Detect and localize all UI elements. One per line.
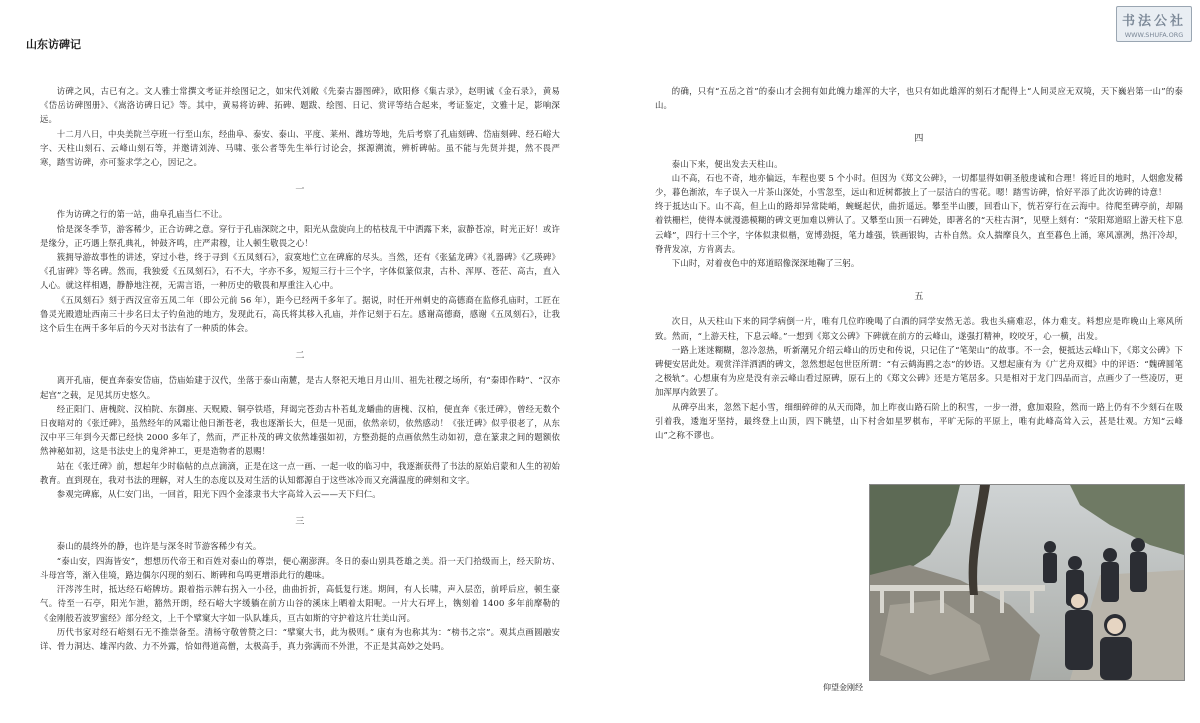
paragraph: 泰山的晨终外的静，也许是与深冬时节游客稀少有关。: [56, 541, 262, 552]
section-heading-3: 三: [295, 517, 305, 528]
paragraph: 下山时，对着夜色中的郑道昭像深深地鞠了三躬。: [671, 258, 860, 269]
section-heading-4: 四: [914, 134, 924, 145]
logo-url: WWW.SHUFA.ORG: [1124, 31, 1184, 39]
document-title: 山东访碑记: [26, 38, 81, 51]
right-column: [655, 84, 1183, 442]
section-heading-1: 一: [295, 185, 305, 196]
paragraph: 终于抵达山下。山不高，但上山的路却异常陡峭，蜿蜒起伏，曲折遥远。攀至半山腰，回看山下，恍若穿行在云海中。待爬至碑亭前，却隔着铁栅栏，使得本就漫漶模糊的碑文更加难以辨认了。又攀至山顶一石碑处，即著名的“天柱古洞”，见壁上刻有：“荥阳郑道昭上游天柱下息云峰”，四行十三个字，字体似隶似楷，宽博劲挺，笔力雄强，铁画银钩，古朴自然。众人揣摩良久，直至暮色上涌，寒风凛冽，热汗冷却，脊背发凉，方肯离去。: [655, 201, 1183, 254]
paragraph: 经正阳门、唐槐院、汉柏院、东御座、天贶殿、铜亭铁塔，拜谒完苍劲古朴若虬龙蟠曲的唐槐、汉柏，便直奔《张迁碑》，曾经无数个日夜暗对的《张迁碑》，虽然经年的风霜让他日渐苍老，我也逐渐长大，但是一见面，依然亲切，依然感动！《张迁碑》似乎很老了，从东汉中平三年到今天都已经快 2000 多年了，然而，严正朴茂的碑文依然雄强如初，方整劲挺的点画依然生动如初，意在篆隶之间的题额依然神秘如初，这是书法史上的鬼斧神工，更是造物者的恩赐！: [40, 403, 560, 457]
paragraph: “泰山安，四海皆安”，想想历代帝王和百姓对泰山的尊崇，便心潮澎湃。冬日的泰山别具苍雄之美。沿一天门拾级而上，经天阶坊、斗母宫等，渐入佳境，路边偶尔闪现的刻石、断碑和鸟鸣更增添此行的趣味。: [40, 555, 560, 580]
intro-paragraph-2: 十二月八日，中央美院兰亭班一行至山东，经曲阜、泰安、泰山、平度、莱州、潍坊等地，先后考察了孔庙刻碑、岱庙刻碑、经石峪大字、天柱山刻石、云峰山刻石等，并邀请刘涛、马啸、张公者等先生举行讨论会，探源溯流，辨析碑帖。虽不能与先贤并提，然不畏严寒，踏雪访碑，亦可鉴求学之心，因记之。: [40, 128, 560, 168]
photo-illustration: [870, 485, 1184, 680]
paragraph: 恰是深冬季节，游客稀少，正合访碑之意。穿行于孔庙深院之中，阳光从盘旋向上的枯枝乱干中洒露下来，寂静苍凉，时光正好！或许是缘分，正巧遇上祭孔典礼，钟鼓齐鸣，庄严肃穆，让人顿生敬畏之心！: [40, 223, 560, 248]
paragraph: 离开孔庙，便直奔泰安岱庙，岱庙始建于汉代，坐落于泰山南麓，是古人祭祀天地日月山川、祖先社稷之场所，有“秦即作畤”、“汉亦起宫”之载，足见其历史悠久。: [40, 375, 560, 400]
logo-text: 书法公社: [1121, 14, 1186, 29]
paragraph: 山不高，石也不奇，地亦偏远，车程也要 5 个小时。但因为《郑文公碑》，一切都显得如朝圣般虔诚和合理！将近目的地时，人烟愈发稀少，暮色渐浓，车子误入一片茶山深处，小雪忽至，远山和近树都披上了一层洁白的雪花。嗯！踏雪访碑，恰好平添了此次访碑的诗意！: [655, 172, 1183, 198]
right-page: [655, 0, 1185, 723]
photo-caption: 仰望金刚经: [823, 683, 863, 692]
paragraph: 《五凤刻石》刻于西汉宣帝五凤二年（即公元前 56 年），距今已经两千多年了。据说，时任开州刺史的高德裔在监修孔庙时，工匠在鲁灵光殿遗址西南三十步名曰太子钓鱼池的地方，发现此石，高氏将其移入孔庙，并作记刻于石左。感谢高德裔，感谢《五凤刻石》，让我这个后生在两千多年后的今天对书法有了一种质的体会。: [40, 294, 560, 334]
section-heading-2: 二: [295, 351, 305, 362]
paragraph: 站在《张迁碑》前，想起年少时临帖的点点滴滴，正是在这一点一画、一起一收的临习中，我逐渐获得了书法的原始启蒙和人生的初始教育。直到现在，我对书法的理解，对人生的态度以及对生活的认知都源自于这些冰冷而又充满温度的碑刻和文字。: [40, 460, 560, 485]
intro-paragraph-1: 访碑之风，古已有之。文人雅士常撰文考证并绘图记之，如宋代刘敞《先秦古器图碑》，欧阳修《集古录》，赵明诚《金石录》，黄易《岱岳访碑图册》、《嵩洛访碑日记》等。其中，黄易将访碑、拓碑、题跋、绘图、日记、赏评等结合起来，考证鉴定，文雅十足，影响深远。: [40, 86, 560, 125]
paragraph: 汗涔涔生时，抵达经石峪牌坊。跟着指示牌右拐入一小径，曲曲折折，高低复行迷。期间，有人长啸，声入层峦，前呼后应，顿生豪气。待至一石亭，阳光乍泄，豁然开朗，经石峪大字缓躺在前方山谷的溪床上晒着太阳呢。一片大石坪上，镌刻着 1400 多年前摩勒的《金刚般若波罗蜜经》部分经文，上千个擘窠大字如一队队雄兵，亘古如斯的守护着这片壮美山河。: [40, 584, 560, 623]
left-page: [20, 0, 600, 723]
paragraph: 一路上迷迷糊糊，忽冷忽热，听新潮兄介绍云峰山的历史和传说，只记住了“笔架山”的故事。不一会，便抵达云峰山下，《郑文公碑》下碑便安居此处。观赏洋洋洒洒的碑文，忽然想起包世臣所谓：“有云鹤海鸥之态”的妙语。又想起康有为《广艺舟双楫》中的评语：“魏碑圆笔之极轨”。心想康有为应是没有亲云峰山看过原碑，原石上的《郑文公碑》还是方笔居多。只是相对于龙门四品而言，点画少了一些凌厉，更加浑厚内敛罢了。: [655, 344, 1183, 398]
left-column: [40, 84, 560, 653]
paragraph: 参观完碑廊，从仁安门出，一回首，阳光下四个金漆隶书大字高耸入云——天下归仁。: [56, 489, 381, 500]
paragraph: 次日，从天柱山下来的同学病倒一片，唯有几位昨晚喝了白酒的同学安然无恙。我也头痛难忍，体力难支。料想应是昨晚山上寒风所致。然而，“上游天柱，下息云峰。”一想到《郑文公碑》下碑就在前方的云峰山，遂强打精神，咬咬牙，心一横，出发。: [655, 316, 1183, 341]
section-heading-5: 五: [914, 292, 924, 303]
paragraph: 簇拥导游故事性的讲述，穿过小巷，终于寻到《五凤刻石》，寂寞地伫立在碑廊的尽头。当然，还有《张猛龙碑》《礼器碑》《乙瑛碑》《孔宙碑》等名碑。然而，我独爱《五凤刻石》，石不大，字亦不多，短短三行十三个字，字体似篆似隶，古朴、浑厚、苍茫、高古，直入人心。就这样相遇，静静地注视，无需言语，一种历史的敬畏和厚重注入心中。: [40, 252, 560, 291]
paragraph: 作为访碑之行的第一站，曲阜孔庙当仁不让。: [56, 209, 228, 220]
paragraph: 历代书家对经石峪刻石无不推崇备至。清杨守敬曾赞之曰：“擘窠大书，此为极则。” 康有为也称其为：“榜书之宗”。观其点画圆融安详、骨力洞达、雄浑内敛、力不外露，恰如得道高僧，太极高手，真力弥满而不外泄，不正是其高妙之处吗。: [40, 626, 560, 651]
paragraph: 从碑亭出来，忽然下起小雪，细细碎碎的从天而降，加上昨夜山路石阶上的积雪，一步一滑，愈加艰险，然而一路上仍有不少刻石在吸引着我，逶迤牙坚持，最终登上山顶，四下眺望，山下村舍如星罗棋布，平旷无际的平原上，唯有此峰高耸入云，甚是壮观。方知“云峰山”之称不谬也。: [655, 401, 1183, 441]
paragraph: 泰山下来，便出发去天柱山。: [671, 158, 783, 169]
group-photo: [869, 484, 1185, 681]
continuation-paragraph: 的确，只有“五岳之首”的泰山才会拥有如此魄力雄浑的大字，也只有如此雄浑的刻石才配得上“人间灵应无双境，天下巍岩第一山”的泰山。: [655, 86, 1183, 111]
